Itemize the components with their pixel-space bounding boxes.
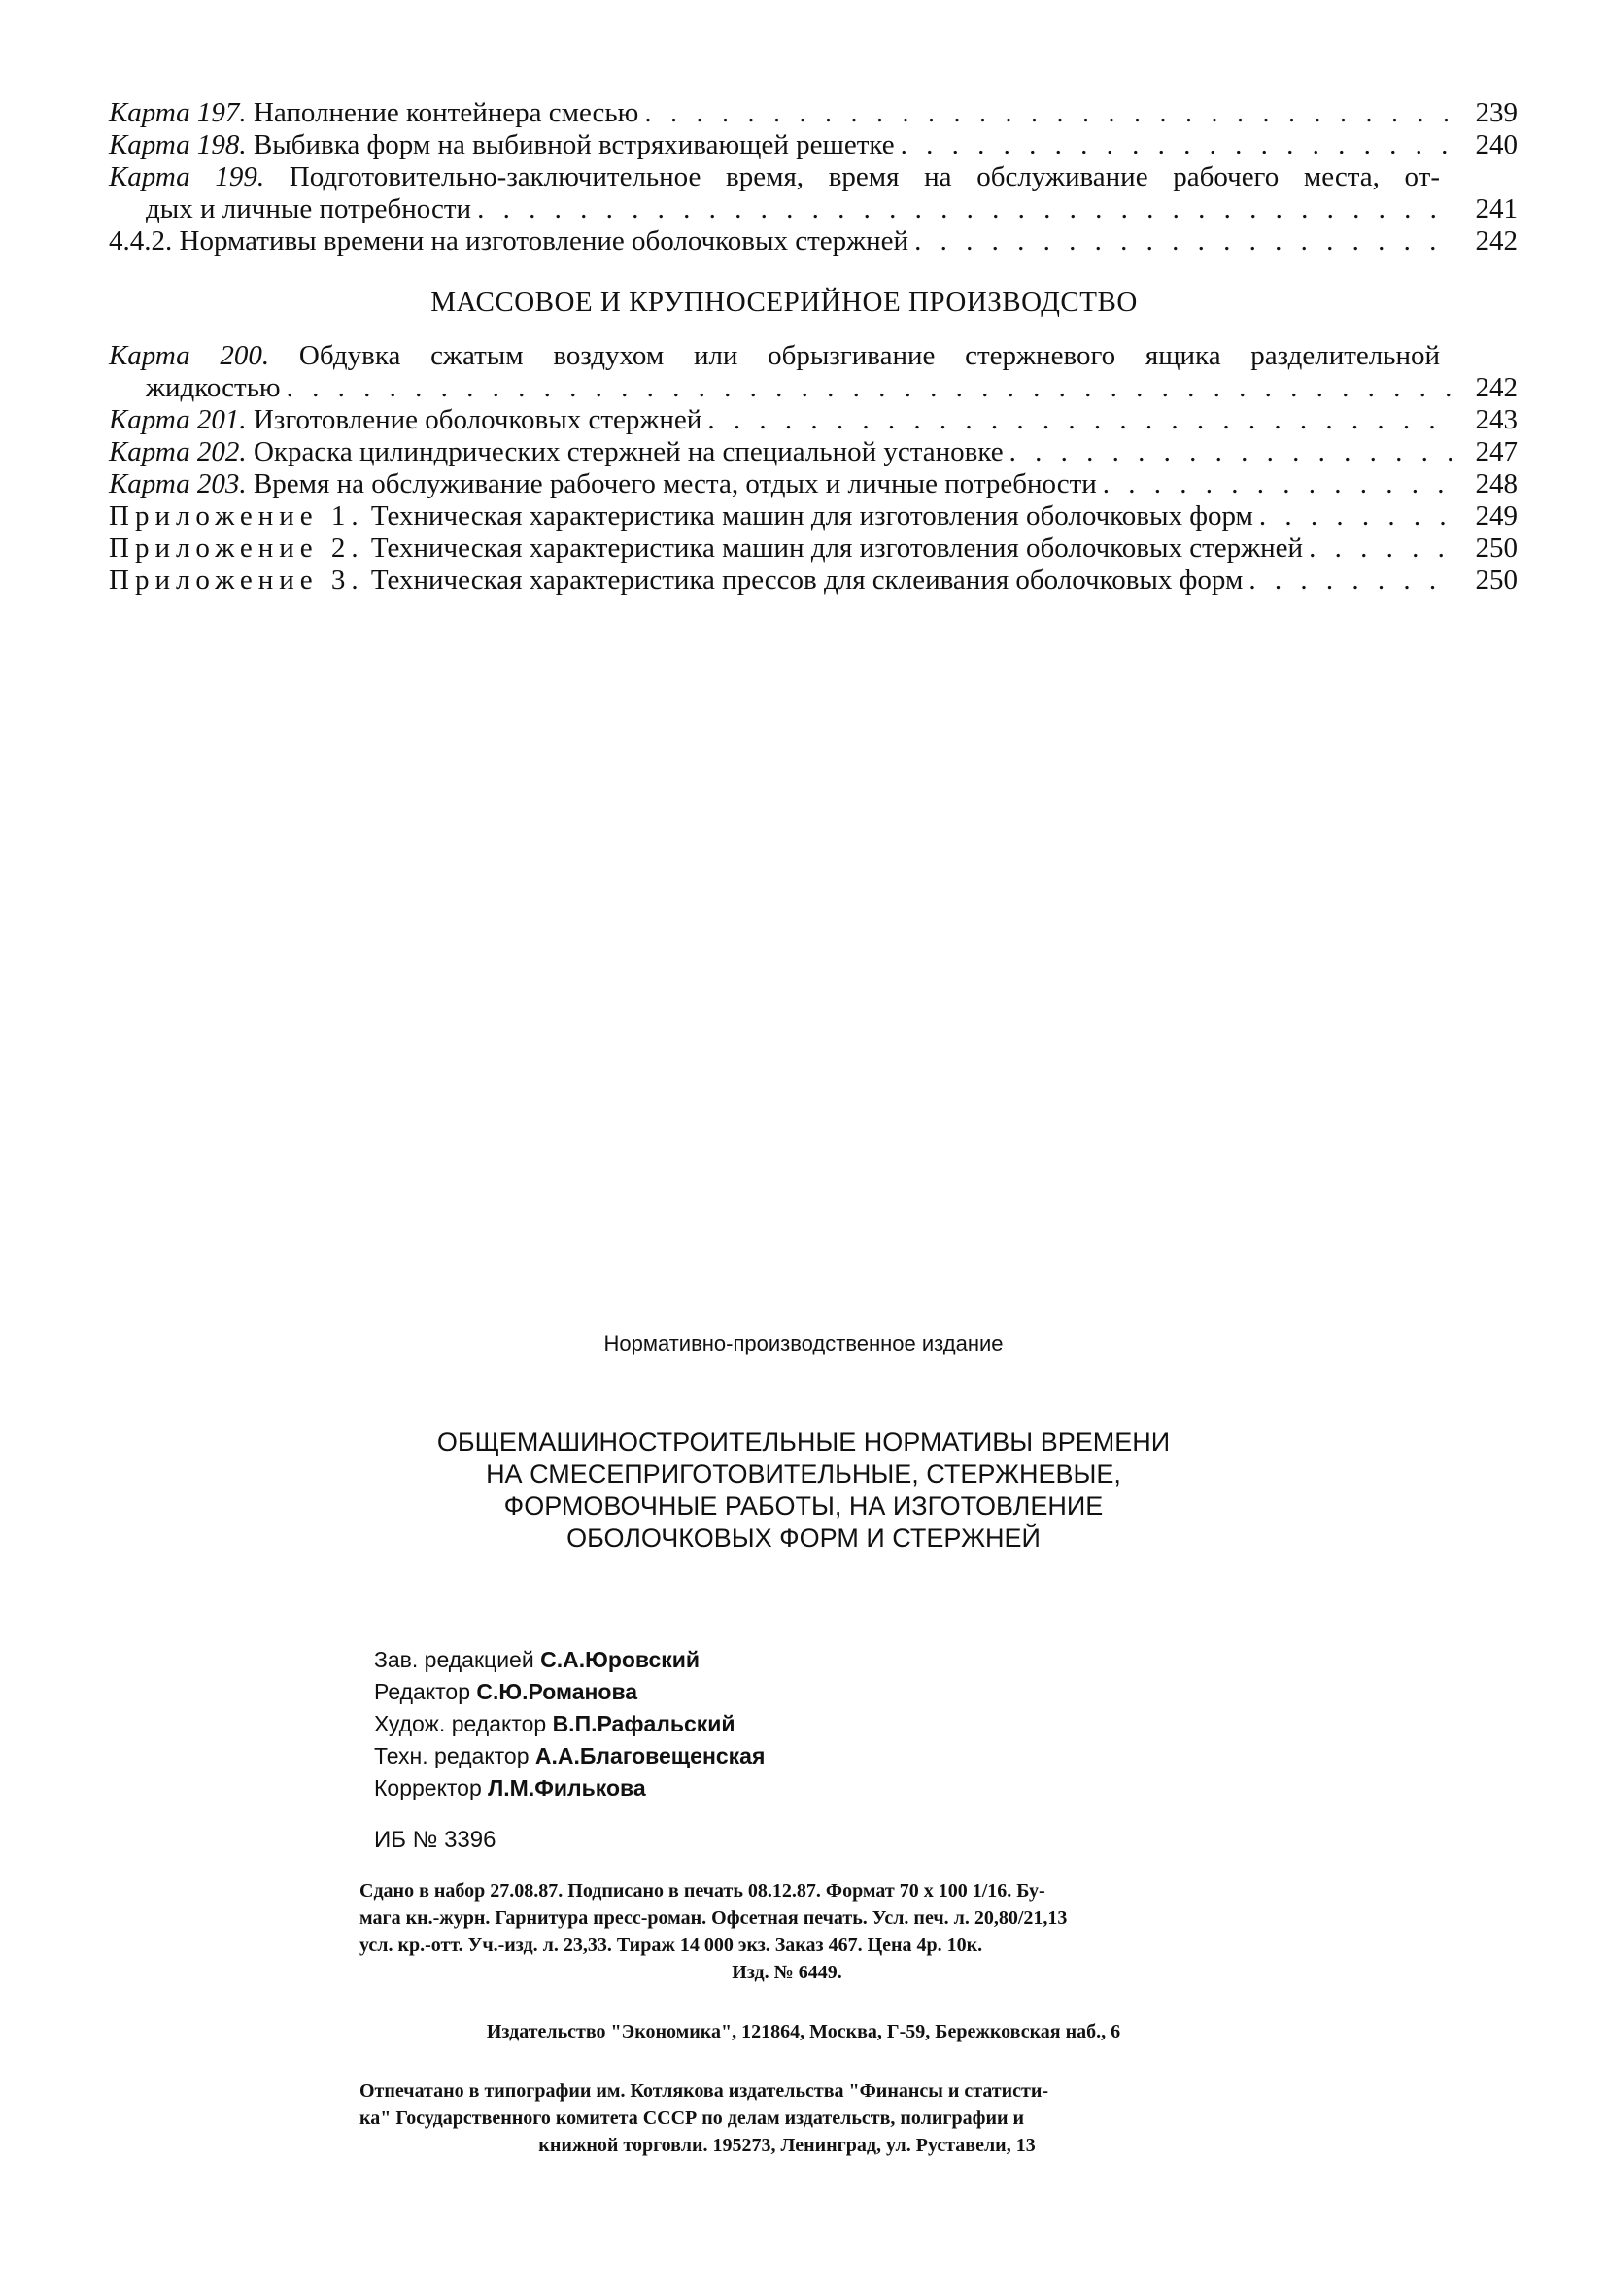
book-title-line: ФОРМОВОЧНЫЕ РАБОТЫ, НА ИЗГОТОВЛЕНИЕ xyxy=(503,1491,1104,1521)
book-title xyxy=(0,1426,1607,1555)
toc-entry-kind: 4.4.2. xyxy=(109,225,173,257)
toc-entry xyxy=(109,436,1518,468)
toc-entry xyxy=(109,129,1518,161)
toc-entry xyxy=(109,97,1518,129)
book-title-line: ОБЩЕМАШИНОСТРОИТЕЛЬНЫЕ НОРМАТИВЫ ВРЕМЕНИ xyxy=(436,1427,1171,1456)
toc-entry-page: 243 xyxy=(1475,404,1518,435)
staff-role: Корректор xyxy=(374,1775,482,1800)
toc-entry-page: 239 xyxy=(1475,97,1518,128)
toc-entry-text: Время на обслуживание рабочего места, отдых и личные потребности xyxy=(253,468,1097,499)
toc-entry-page: 250 xyxy=(1475,565,1518,596)
toc-entry-kind: Карта 202. xyxy=(109,436,247,467)
printer-line: Отпечатано в типографии им. Котлякова издательства "Финансы и статисти- xyxy=(359,2080,1049,2102)
edition-type: Нормативно-производственное издание xyxy=(603,1331,1004,1355)
imprint-line: Сдано в набор 27.08.87. Подписано в печать 08.12.87. Формат 70 x 100 1/16. Бу- xyxy=(359,1880,1045,1902)
toc-entry-page: 241 xyxy=(1475,193,1518,224)
toc-entry-page: 250 xyxy=(1475,532,1518,564)
toc-entry-kind: Карта 197. xyxy=(109,97,247,128)
toc-entry xyxy=(109,468,1518,500)
toc-entry-kind: Приложение 3. xyxy=(109,565,364,596)
staff-line xyxy=(374,1740,765,1772)
staff-name: А.А.Благовещенская xyxy=(534,1743,766,1768)
toc-entry-page: 242 xyxy=(1475,372,1518,403)
toc-entry xyxy=(109,161,1518,225)
toc-entry-text: Наполнение контейнера смесью xyxy=(253,97,639,128)
staff-name: Л.М.Филькова xyxy=(488,1775,646,1800)
toc-entry xyxy=(109,404,1518,436)
table-of-contents xyxy=(109,97,1518,597)
staff-line xyxy=(374,1676,765,1708)
toc-entry xyxy=(109,500,1518,532)
toc-entry-text: Подготовительно-заключительное время, время на обслуживание рабочего места, от- xyxy=(289,161,1440,192)
staff-name: С.Ю.Романова xyxy=(476,1679,638,1704)
staff-name: С.А.Юровский xyxy=(540,1647,701,1672)
printer-line: книжной торговли. 195273, Ленинград, ул. Руставели, 13 xyxy=(538,2135,1036,2156)
toc-entry-kind: Карта 203. xyxy=(109,468,247,499)
toc-entry-text: Обдувка сжатым воздухом или обрызгивание стержневого ящика разделительной xyxy=(298,340,1440,371)
printer-block xyxy=(359,2077,1214,2159)
toc-entry-continuation: дых и личные потребности xyxy=(146,193,472,224)
toc-entry-text: Нормативы времени на изготовление оболочковых стержней xyxy=(179,225,909,257)
staff-line xyxy=(374,1772,765,1804)
toc-entry-text: Изготовление оболочковых стержней xyxy=(253,404,702,435)
toc-entry-continuation: жидкостью xyxy=(146,372,281,403)
book-title-line: ОБОЛОЧКОВЫХ ФОРМ И СТЕРЖНЕЙ xyxy=(566,1524,1041,1553)
toc-entry-page: 247 xyxy=(1475,436,1518,467)
toc-entry-page: 249 xyxy=(1475,500,1518,531)
staff-line xyxy=(374,1708,765,1740)
editorial-staff xyxy=(374,1644,765,1804)
ib-number: ИБ № 3396 xyxy=(374,1827,496,1853)
section-heading: МАССОВОЕ И КРУПНОСЕРИЙНОЕ ПРОИЗВОДСТВО xyxy=(430,287,1138,318)
toc-entry-kind: Карта 200. xyxy=(109,340,270,371)
imprint-line: мага кн.-журн. Гарнитура пресс-роман. Офсетная печать. Усл. печ. л. 20,80/21,13 xyxy=(359,1907,1068,1929)
toc-entry-page: 240 xyxy=(1475,129,1518,160)
printer-line: ка" Государственного комитета СССР по делам издательств, полиграфии и xyxy=(359,2108,1025,2129)
toc-entry-kind: Карта 198. xyxy=(109,129,247,160)
toc-entry xyxy=(109,225,1518,257)
toc-entry-text: Техническая характеристика прессов для склеивания оболочковых форм xyxy=(370,565,1244,596)
staff-role: Зав. редакцией xyxy=(374,1647,534,1672)
toc-entry-kind: Карта 199. xyxy=(109,161,265,192)
toc-entry-kind: Приложение 2. xyxy=(109,532,364,564)
publisher-address: Издательство "Экономика", 121864, Москва, Г-59, Бережковская наб., 6 xyxy=(486,2021,1121,2042)
imprint-block xyxy=(359,1877,1214,1986)
toc-entry-kind: Приложение 1. xyxy=(109,500,364,531)
toc-entry-page: 242 xyxy=(1475,225,1518,257)
imprint-publication-number: Изд. № 6449. xyxy=(732,1962,842,1983)
toc-entry-text: Техническая характеристика машин для изготовления оболочковых стержней xyxy=(370,532,1304,564)
toc-entry xyxy=(109,565,1518,597)
toc-entry-text: Техническая характеристика машин для изготовления оболочковых форм xyxy=(370,500,1253,531)
toc-entry-text: Окраска цилиндрических стержней на специальной установке xyxy=(253,436,1004,467)
toc-entry-page: 248 xyxy=(1475,468,1518,499)
toc-entry-text: Выбивка форм на выбивной встряхивающей решетке xyxy=(253,129,895,160)
staff-role: Худож. редактор xyxy=(374,1711,547,1736)
toc-entry xyxy=(109,532,1518,565)
toc-entry xyxy=(109,340,1518,404)
imprint-line: усл. кр.-отт. Уч.-изд. л. 23,33. Тираж 14 000 экз. Заказ 467. Цена 4р. 10к. xyxy=(359,1935,983,1956)
book-title-line: НА СМЕСЕПРИГОТОВИТЕЛЬНЫЕ, СТЕРЖНЕВЫЕ, xyxy=(486,1459,1121,1489)
staff-line xyxy=(374,1644,765,1676)
staff-role: Редактор xyxy=(374,1679,471,1704)
staff-name: В.П.Рафальский xyxy=(552,1711,735,1736)
toc-entry-kind: Карта 201. xyxy=(109,404,247,435)
staff-role: Техн. редактор xyxy=(374,1743,530,1768)
